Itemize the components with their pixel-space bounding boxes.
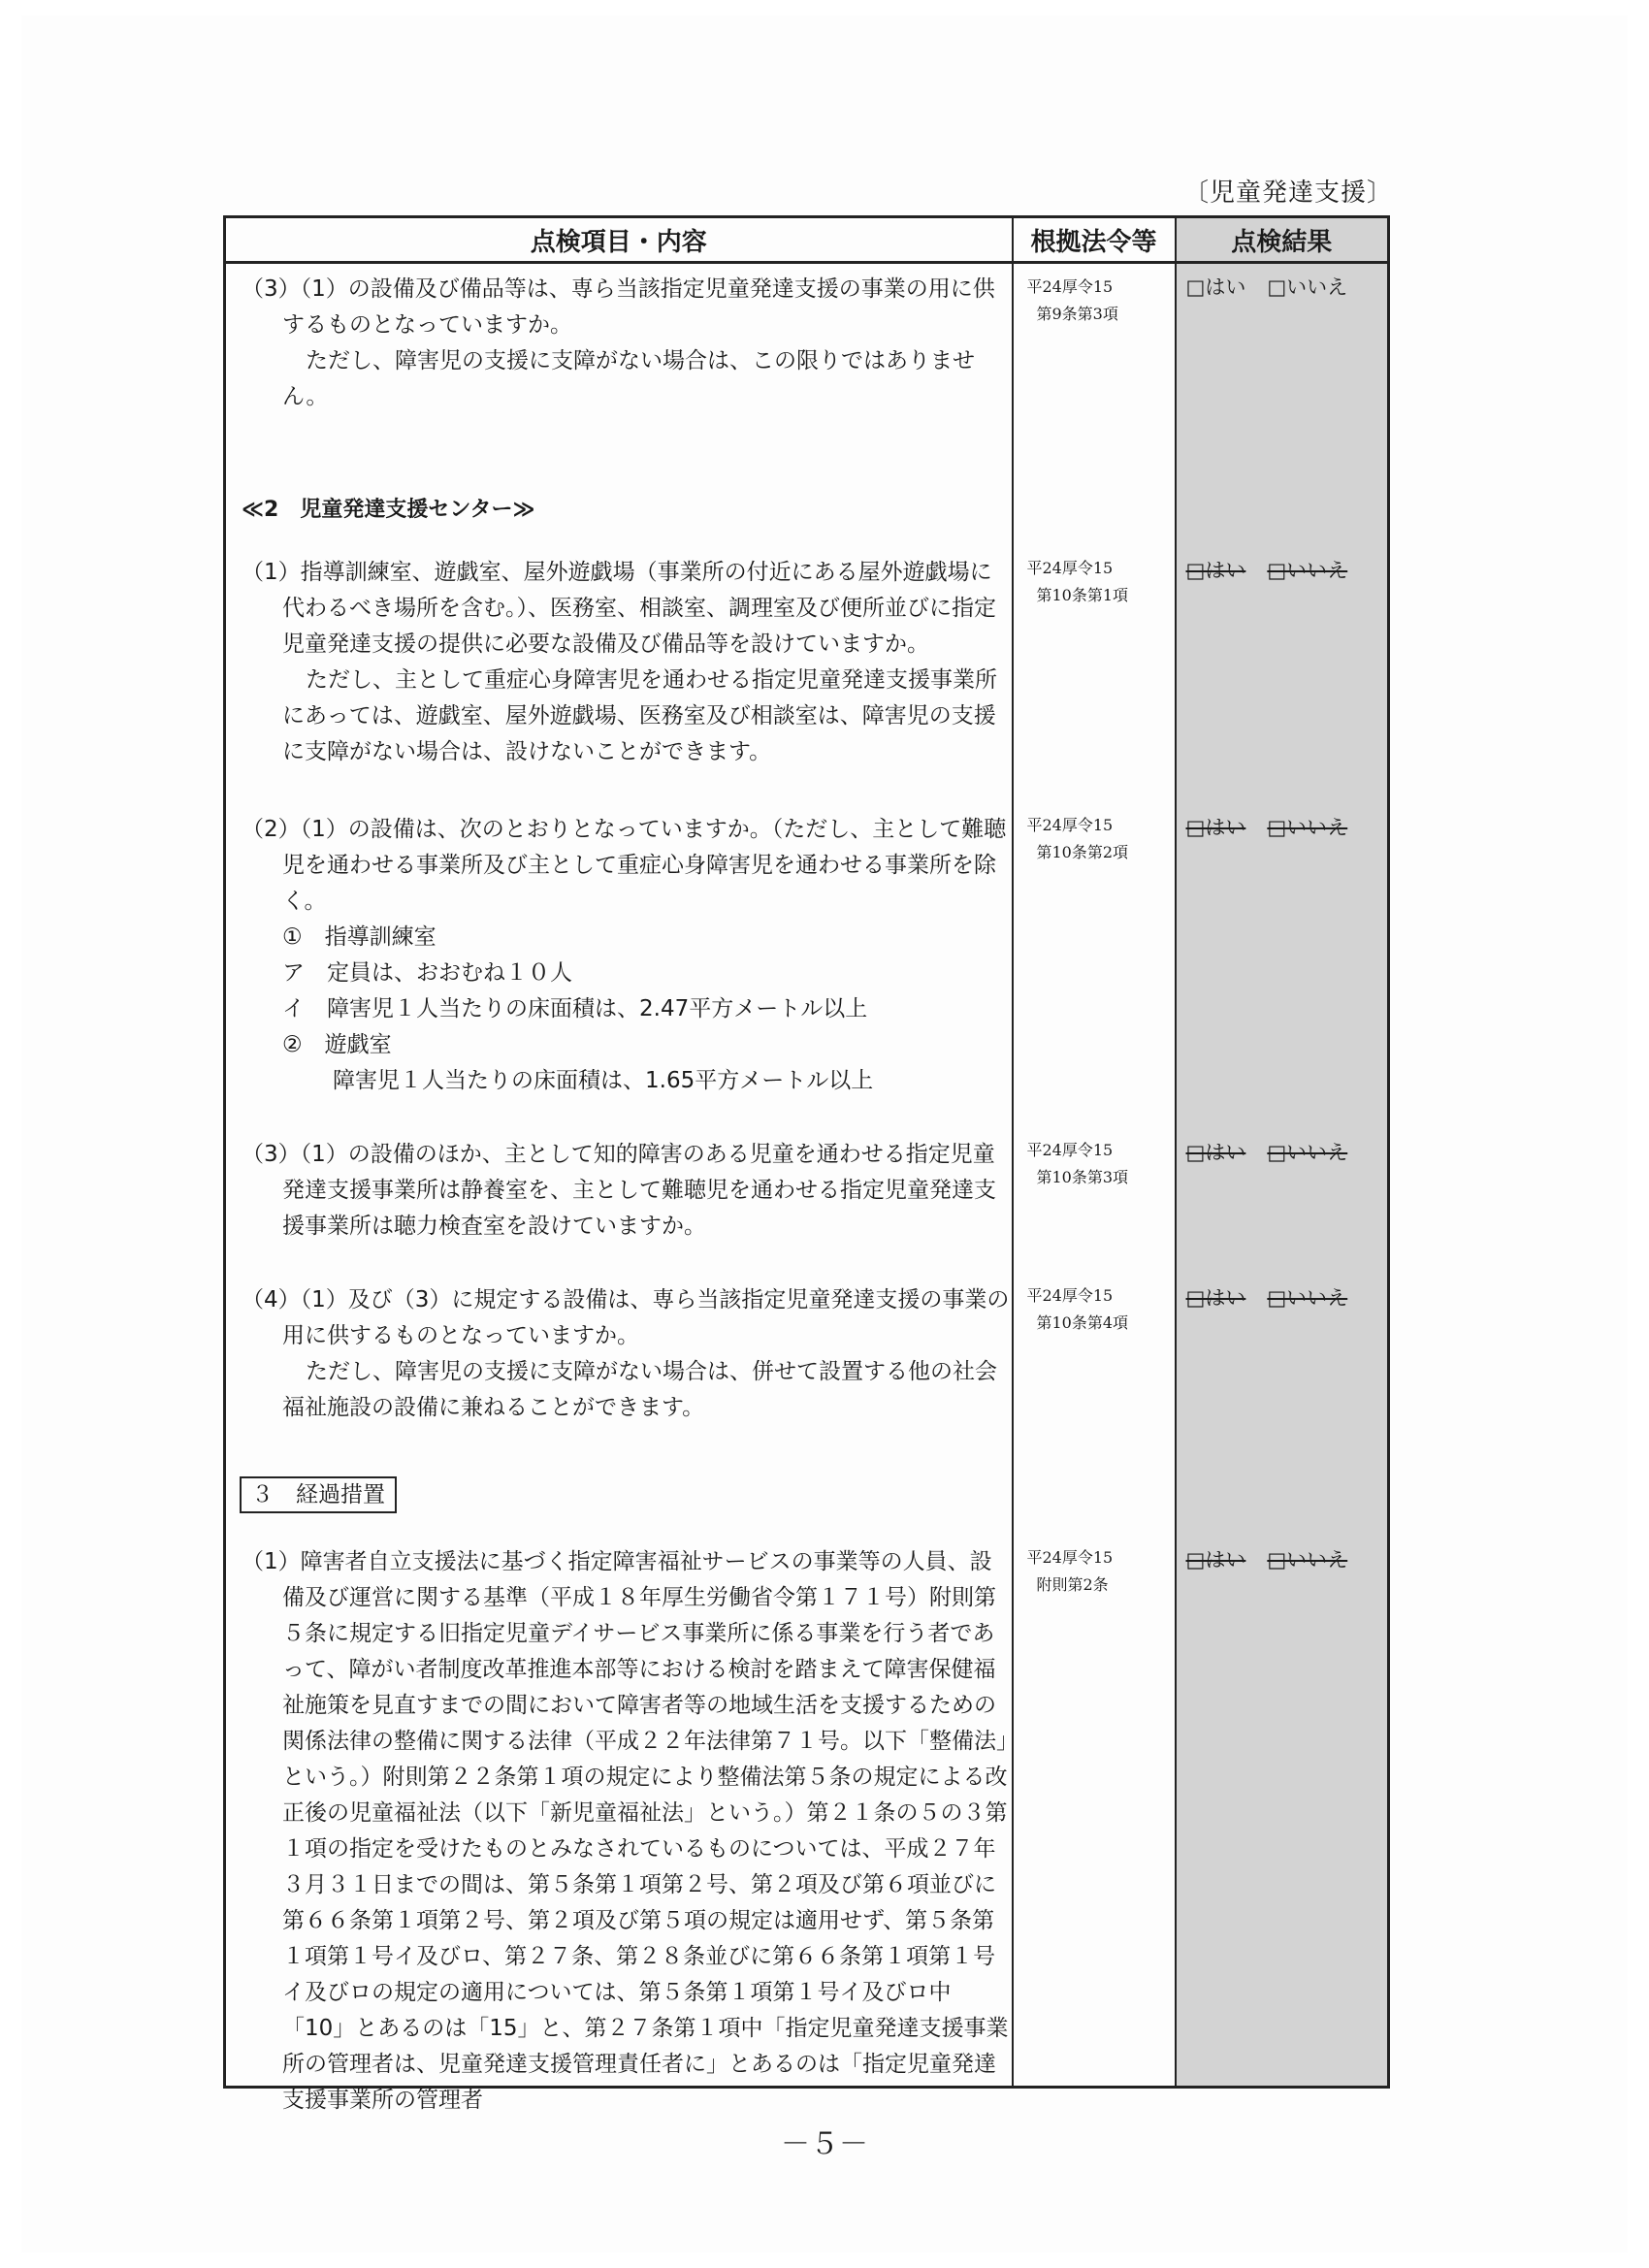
law-reference [1014, 1544, 1175, 1599]
items-column [225, 263, 1013, 2113]
note-text: ただし、主として重症心身障害児を通わせる指定児童発達支援事業所にあっては、遊戯室、屋外遊戯場、医務室及び相談室は、障害児の支援に支障がない場合は、設けないことができます。 [282, 667, 997, 764]
sub-item: イ 障害児１人当たりの床面積は、2.47平方メートル以上 [282, 996, 868, 1021]
law-line: 平24厚令15 [1026, 559, 1114, 577]
answer-options[interactable] [1177, 555, 1388, 586]
sub-item: ① 指導訓練室 [282, 924, 436, 950]
law-column [1013, 263, 1176, 2088]
answer-no[interactable]: □いいえ [1267, 1141, 1348, 1164]
answer-options[interactable] [1177, 1544, 1388, 1575]
answer-yes[interactable]: □はい [1185, 1286, 1246, 1310]
answer-options[interactable] [1177, 1282, 1388, 1313]
law-line: 第9条第3項 [1036, 305, 1118, 323]
check-item [226, 1137, 1012, 1245]
question-text: （1）障害者自立支援法に基づく指定障害福祉サービスの事業等の人員、設備及び運営に関する基準（平成１８年厚生労働省令第１７１号）附則第５条に規定する旧指定児童デイサービス事業所に係る事業を行う者であって、障がい者制度改革推進本部等における検討を踏まえて障害保健福祉施策を見直すまでの間において障害者等の地域生活を支援するための関係法律の整備に関する法律（平成２２年法律第７１号。以下「整備法」という。）附則第２２条第１項の規定により整備法第５条の規定による改正後の児童福祉法（以下「新児童福祉法」という。）第２１条の５の３第１項の指定を受けたものとみなされているものについては、平成２７年３月３１日までの間は、第５条第１項第２号、第２項及び第６項並びに第６６条第１項第２号、第２項及び第５項の規定は適用せず、第５条第１項第１号イ及びロ、第２７条、第２８条並びに第６６条第１項第１号イ及びロの規定の適用については、第５条第１項第１号イ及びロ中「10」とあるのは「15」と、第２７条第１項中「指定児童発達支援事業所の管理者は、児童発達支援管理責任者に」とあるのは「指定児童発達支援事業所の管理者 [242, 1549, 1009, 2113]
check-item [226, 1544, 1012, 2119]
question-text: （4）（1）及び（3）に規定する設備は、専ら当該指定児童発達支援の事業の用に供するものとなっていますか。 [242, 1287, 1010, 1348]
law-line: 平24厚令15 [1026, 816, 1114, 834]
section-box-label: ３ 経過措置 [240, 1476, 397, 1513]
answer-options[interactable] [1177, 1137, 1388, 1168]
question-text: （2）（1）の設備は、次のとおりとなっていますか。（ただし、主として難聴児を通わせる事業所及び主として重症心身障害児を通わせる事業所を除く。 [242, 817, 1007, 914]
answer-no[interactable]: □いいえ [1267, 559, 1348, 582]
question-text: （3）（1）の設備のほか、主として知的障害のある児童を通わせる指定児童発達支援事業所は静養室を、主として難聴児を通わせる指定児童発達支援事業所は聴力検査室を設けていますか。 [242, 1142, 996, 1239]
law-line: 平24厚令15 [1026, 277, 1114, 296]
law-line: 第10条第4項 [1036, 1313, 1129, 1332]
answer-no[interactable]: □いいえ [1267, 1286, 1348, 1310]
answer-options[interactable] [1177, 812, 1388, 843]
law-line: 第10条第1項 [1036, 586, 1129, 604]
answer-yes[interactable]: □はい [1185, 816, 1246, 839]
law-line: 附則第2条 [1036, 1575, 1109, 1594]
check-item [226, 1282, 1012, 1426]
sub-item: ② 遊戯室 [282, 1032, 392, 1057]
sub-item: ア 定員は、おおむね１０人 [282, 960, 572, 986]
law-reference [1014, 1137, 1175, 1191]
check-item [226, 555, 1012, 770]
category-label: 〔児童発達支援〕 [1183, 178, 1394, 208]
column-header-result: 点検結果 [1176, 217, 1389, 263]
column-header-items: 点検項目・内容 [225, 217, 1013, 263]
answer-yes[interactable]: □はい [1185, 275, 1246, 299]
result-column [1176, 263, 1389, 2088]
law-line: 第10条第3項 [1036, 1168, 1129, 1186]
law-line: 平24厚令15 [1026, 1141, 1114, 1159]
answer-options[interactable] [1177, 272, 1388, 303]
column-header-law: 根拠法令等 [1013, 217, 1176, 263]
question-text: （1）指導訓練室、遊戯室、屋外遊戯場（事業所の付近にある屋外遊戯場に代わるべき場所を含む。）、医務室、相談室、調理室及び便所並びに指定児童発達支援の提供に必要な設備及び備品等を設けていますか。 [242, 560, 996, 657]
check-item [226, 812, 1012, 1099]
law-reference [1014, 274, 1175, 328]
section-heading-box [226, 1476, 1012, 1513]
answer-yes[interactable]: □はい [1185, 1141, 1246, 1164]
page-number: －５－ [781, 2127, 868, 2161]
note-text: ただし、障害児の支援に支障がない場合は、併せて設置する他の社会福祉施設の設備に兼ねることができます。 [282, 1359, 997, 1420]
answer-yes[interactable]: □はい [1185, 1548, 1246, 1571]
sub-item: 障害児１人当たりの床面積は、1.65平方メートル以上 [333, 1068, 874, 1093]
law-line: 平24厚令15 [1026, 1286, 1114, 1305]
check-item [226, 272, 1012, 415]
section-heading: ≪2 児童発達支援センター≫ [242, 498, 535, 522]
question-text: （3）（1）の設備及び備品等は、専ら当該指定児童発達支援の事業の用に供するものとなっていますか。 [242, 276, 995, 338]
law-reference [1014, 555, 1175, 609]
law-reference [1014, 812, 1175, 866]
inspection-table [223, 215, 1390, 2113]
answer-no[interactable]: □いいえ [1267, 1548, 1348, 1571]
answer-yes[interactable]: □はい [1185, 559, 1246, 582]
law-reference [1014, 1282, 1175, 1337]
answer-no[interactable]: □いいえ [1267, 275, 1348, 299]
law-line: 平24厚令15 [1026, 1548, 1114, 1567]
answer-no[interactable]: □いいえ [1267, 816, 1348, 839]
note-text: ただし、障害児の支援に支障がない場合は、この限りではありません。 [282, 348, 975, 409]
law-line: 第10条第2項 [1036, 843, 1129, 861]
